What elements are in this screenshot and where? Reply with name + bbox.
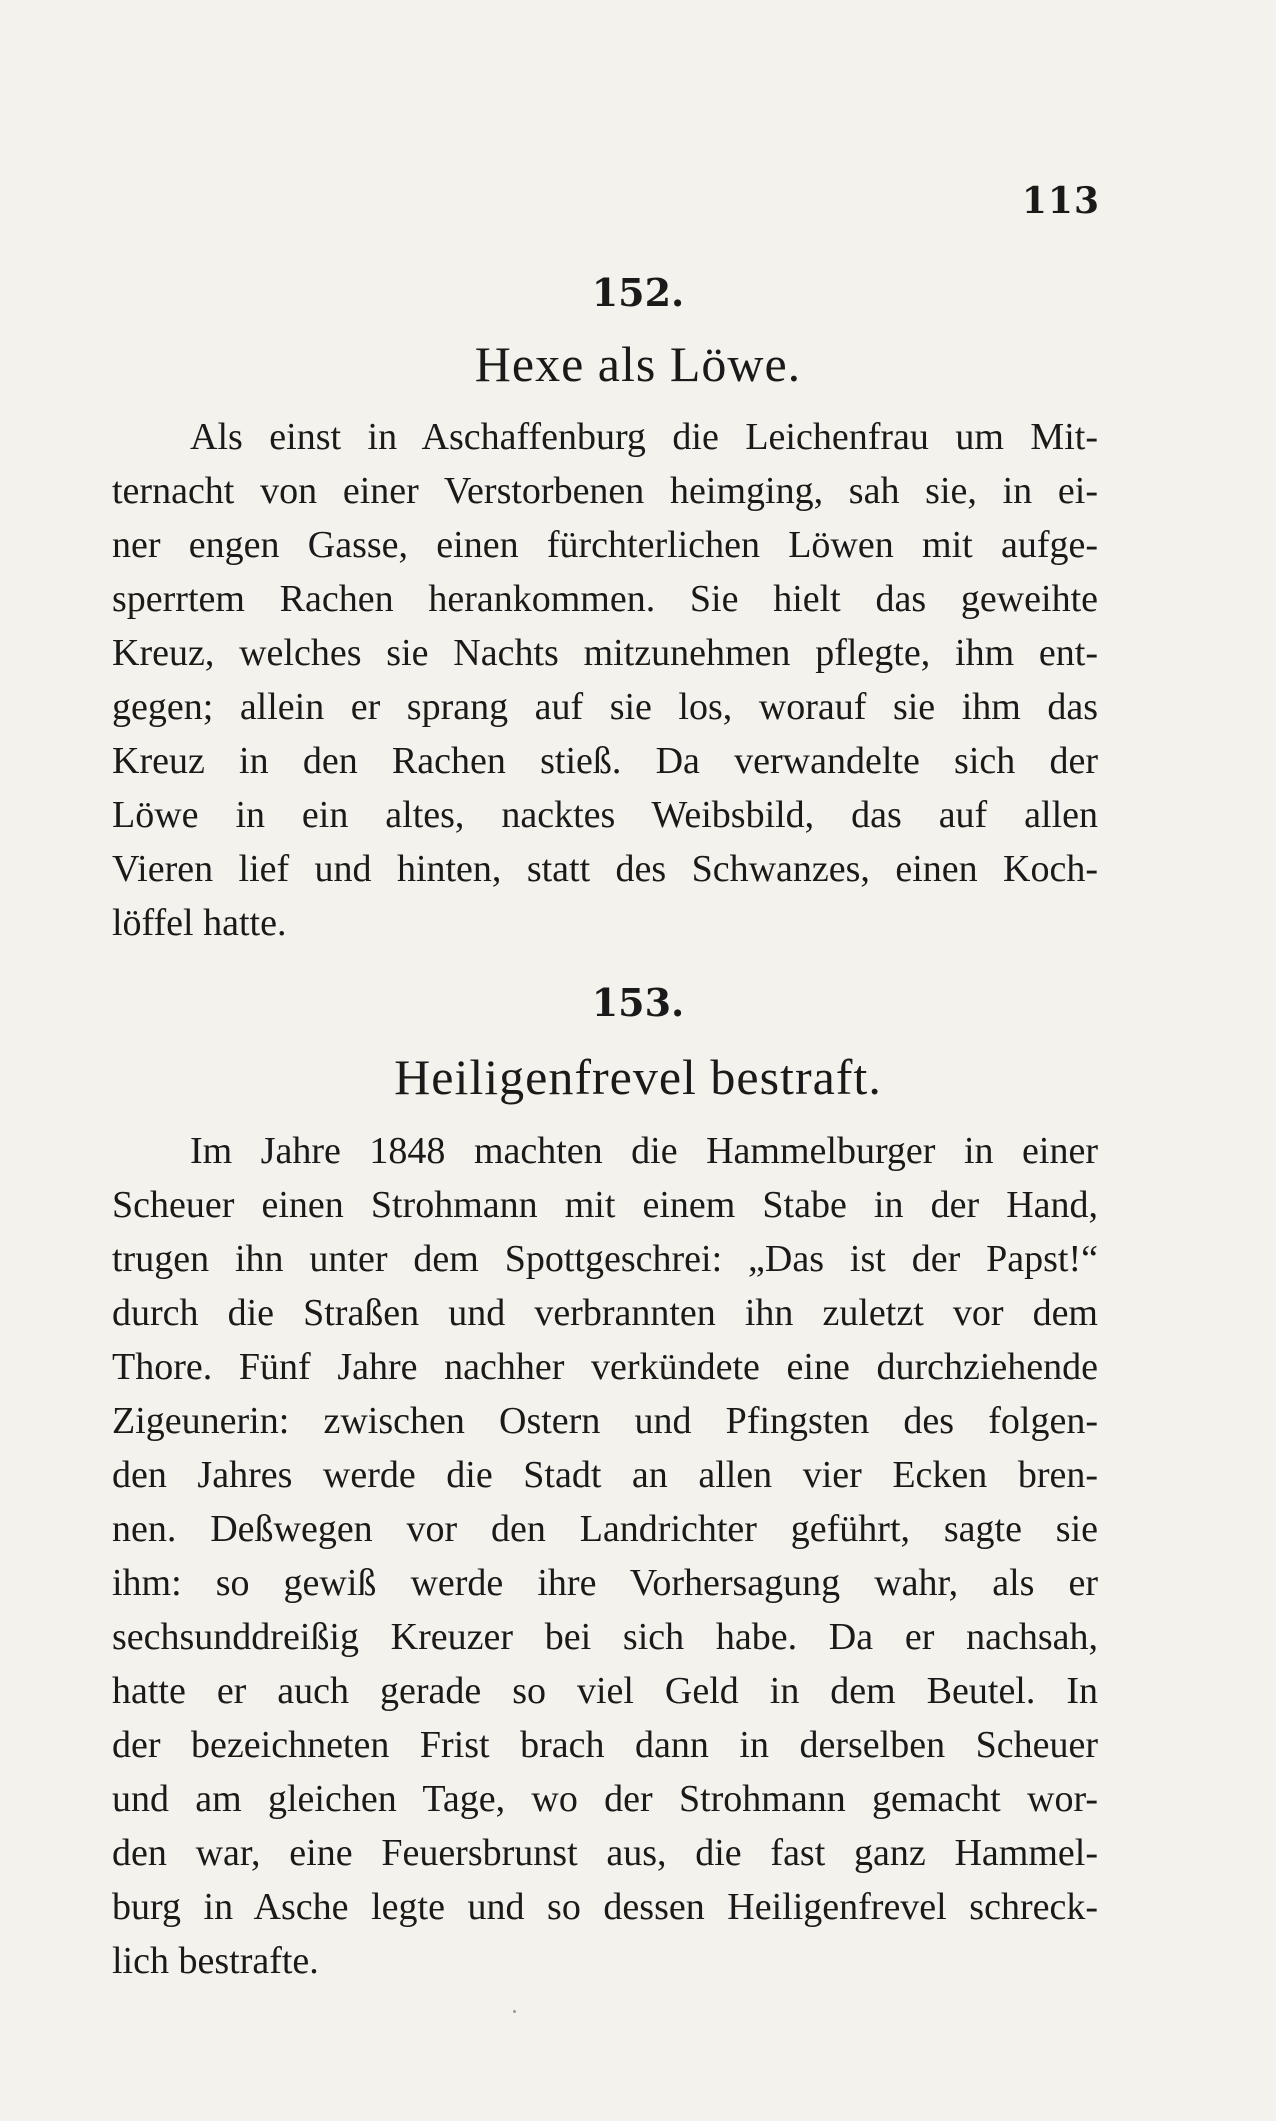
section-title: Heiligenfrevel bestraft. <box>394 1049 882 1105</box>
text-line: durch die Straßen und verbrannten ihn zuletzt vor dem <box>112 1292 1098 1334</box>
text-line: den war, eine Feuersbrunst aus, die fast ganz Hammel- <box>112 1832 1098 1874</box>
text-line: Zigeunerin: zwischen Ostern und Pfingsten des folgen- <box>112 1400 1098 1442</box>
text-line: ternacht von einer Verstorbenen heimging, sah sie, in ei- <box>112 470 1098 512</box>
section-number: 153. <box>591 980 685 1025</box>
text-line: Als einst in Aschaffenburg die Leichenfrau um Mit- <box>190 416 1098 458</box>
text-line: der bezeichneten Frist brach dann in derselben Scheuer <box>112 1724 1098 1766</box>
section-body <box>112 1124 1098 1988</box>
text-line: lich bestrafte. <box>112 1940 319 1982</box>
section-title: Hexe als Löwe. <box>474 336 802 392</box>
text-line: Thore. Fünf Jahre nachher verkündete eine durchziehende <box>112 1346 1098 1388</box>
text-line: den Jahres werde die Stadt an allen vier Ecken bren- <box>112 1454 1098 1496</box>
paper-speck <box>513 2010 516 2013</box>
text-line: sechsunddreißig Kreuzer bei sich habe. Da er nachsah, <box>112 1616 1098 1658</box>
section-number: 152. <box>591 270 685 315</box>
text-line: hatte er auch gerade so viel Geld in dem Beutel. In <box>112 1670 1098 1712</box>
page-number: 113 <box>1021 180 1100 222</box>
text-line: Im Jahre 1848 machten die Hammelburger in einer <box>190 1130 1098 1172</box>
text-line: gegen; allein er sprang auf sie los, worauf sie ihm das <box>112 686 1098 728</box>
text-line: Vieren lief und hinten, statt des Schwanzes, einen Koch- <box>112 848 1098 890</box>
section-body <box>112 410 1098 950</box>
text-line: burg in Asche legte und so dessen Heiligenfrevel schreck- <box>112 1886 1098 1928</box>
text-line: sperrtem Rachen herankommen. Sie hielt das geweihte <box>112 578 1098 620</box>
text-line: trugen ihn unter dem Spottgeschrei: „Das ist der Papst!“ <box>112 1238 1098 1280</box>
text-line: Kreuz in den Rachen stieß. Da verwandelte sich der <box>112 740 1098 782</box>
text-line: Kreuz, welches sie Nachts mitzunehmen pflegte, ihm ent- <box>112 632 1098 674</box>
text-line: Löwe in ein altes, nacktes Weibsbild, das auf allen <box>112 794 1098 836</box>
text-line: löffel hatte. <box>112 902 287 944</box>
text-line: ner engen Gasse, einen fürchterlichen Löwen mit aufge- <box>112 524 1098 566</box>
text-line: ihm: so gewiß werde ihre Vorhersagung wahr, als er <box>112 1562 1098 1604</box>
text-line: nen. Deßwegen vor den Landrichter geführt, sagte sie <box>112 1508 1098 1550</box>
text-line: Scheuer einen Strohmann mit einem Stabe in der Hand, <box>112 1184 1098 1226</box>
text-line: und am gleichen Tage, wo der Strohmann gemacht wor- <box>112 1778 1098 1820</box>
